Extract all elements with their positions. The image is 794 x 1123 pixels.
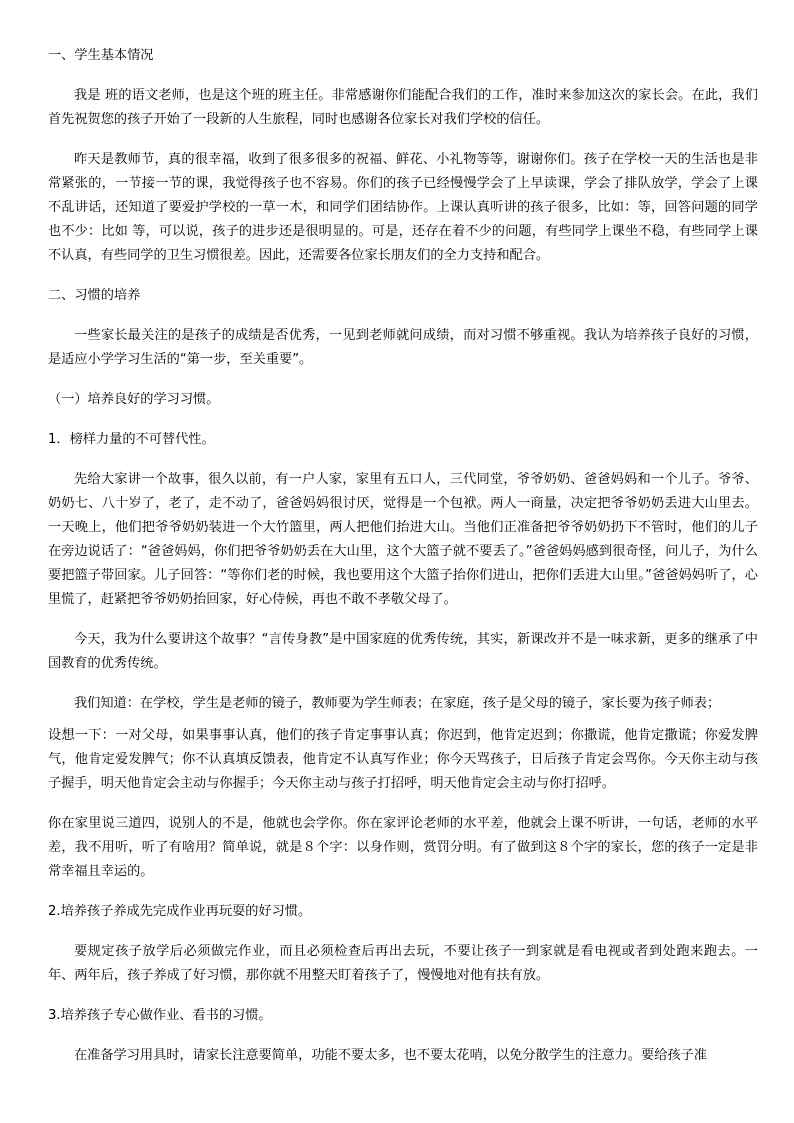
section-heading-student-situation: 一、学生基本情况 — [48, 48, 154, 63]
paragraph-homework: 要规定孩子放学后必须做完作业，而且必须检查后再出去玩，不要让孩子一到家就是看电视或者到处跑来跑去。一年、两年后，孩子养成了好习惯，那你就不用整天盯着孩子了，慢慢地对他有扶有放。 — [48, 944, 758, 983]
item-heading-focus: 3.培养孩子专心做作业、看书的习惯。 — [48, 1008, 272, 1023]
item-heading-homework-first: 2.培养孩子养成先完成作业再玩耍的好习惯。 — [48, 904, 312, 919]
section-heading-habits: 二、习惯的培养 — [48, 288, 141, 303]
paragraph-study-supplies: 在准备学习用具时，请家长注意要简单，功能不要太多，也不要太花哨，以免分散学生的注意力。要给孩子准 — [74, 1048, 707, 1063]
paragraph-habits-intro: 一些家长最关注的是孩子的成绩是否优秀，一见到老师就问成绩，而对习惯不够重视。我认为培养孩子良好的习惯，是适应小学学习生活的“第一步，至关重要”。 — [48, 328, 758, 367]
paragraph-gossip: 你在家里说三道四，说别人的不是，他就也会学你。你在家评论老师的水平差，他就会上课不听讲，一句话，老师的水平差，我不用听，听了有啥用？简单说，就是８个字：以身作则，赏罚分明。有了做到这８个字的家长，您的孩子一定是非常幸福且幸运的。 — [48, 816, 758, 879]
paragraph-intro: 我是 班的语文老师，也是这个班的班主任。非常感谢你们能配合我们的工作，准时来参加这次的家长会。在此，我们首先祝贺您的孩子开始了一段新的人生旅程，同时也感谢各位家长对我们学校的信任。 — [48, 88, 758, 127]
paragraph-why-story: 今天，我为什么要讲这个故事？“言传身教”是中国家庭的优秀传统，其实，新课改并不是一味求新，更多的继承了中国教育的优秀传统。 — [48, 632, 758, 671]
paragraph-mirror: 我们知道：在学校，学生是老师的镜子，教师要为学生师表；在家庭，孩子是父母的镜子，家长要为孩子师表； — [74, 696, 721, 711]
paragraph-story: 先给大家讲一个故事，很久以前，有一户人家，家里有五口人，三代同堂，爷爷奶奶、爸爸妈妈和一个儿子。爷爷、奶奶七、八十岁了，老了，走不动了，爸爸妈妈很讨厌，觉得是一个包袱。两人一商量，决定把爷爷奶奶丢进大山里去。一天晚上，他们把爷爷奶奶装进一个大竹篮里，两人把他们抬进大山。当他们正准备把爷爷奶奶扔下不管时，他们的儿子在旁边说话了：“爸爸妈妈，你们把爷爷奶奶丢在大山里，这个大篮子就不要丢了。”爸爸妈妈感到很奇怪，问儿子，为什么要把篮子带回家。儿子回答：“等你们老的时候，我也要用这个大篮子抬你们进山，把你们丢进大山里。”爸爸妈妈听了，心里慌了，赶紧把爷爷奶奶抬回家，好心侍候，再也不敢不孝敬父母了。 — [48, 472, 758, 607]
item-heading-role-model: 1．榜样力量的不可替代性。 — [48, 432, 215, 447]
paragraph-imagine: 设想一下：一对父母，如果事事认真，他们的孩子肯定事事认真；你迟到，他肯定迟到；你撒谎，他肯定撒谎；你爱发脾气，他肯定爱发脾气；你不认真填反馈表，他肯定不认真写作业；你今天骂孩子，日后孩子肯定会骂你。今天你主动与孩子握手，明天他肯定会主动与你握手；今天你主动与孩子打招呼，明天他肯定会主动与你打招呼。 — [48, 728, 758, 791]
paragraph-teachers-day: 昨天是教师节，真的很幸福，收到了很多很多的祝福、鲜花、小礼物等等，谢谢你们。孩子在学校一天的生活也是非常紧张的，一节接一节的课，我觉得孩子也不容易。你们的孩子已经慢慢学会了上早读课，学会了排队放学，学会了上课不乱讲话，还知道了要爱护学校的一草一木，和同学们团结协作。上课认真听讲的孩子很多，比如：等，回答问题的同学也不少：比如 等，可以说，孩子的进步还是很明显的。可是，还存在着不少的问题，有些同学上课坐不稳，有些同学上课不认真，有些同学的卫生习惯很差。因此，还需要各位家长朋友们的全力支持和配合。 — [48, 152, 758, 263]
subsection-heading-study-habits: （一）培养良好的学习习惯。 — [48, 392, 220, 407]
document-page — [48, 44, 758, 1084]
